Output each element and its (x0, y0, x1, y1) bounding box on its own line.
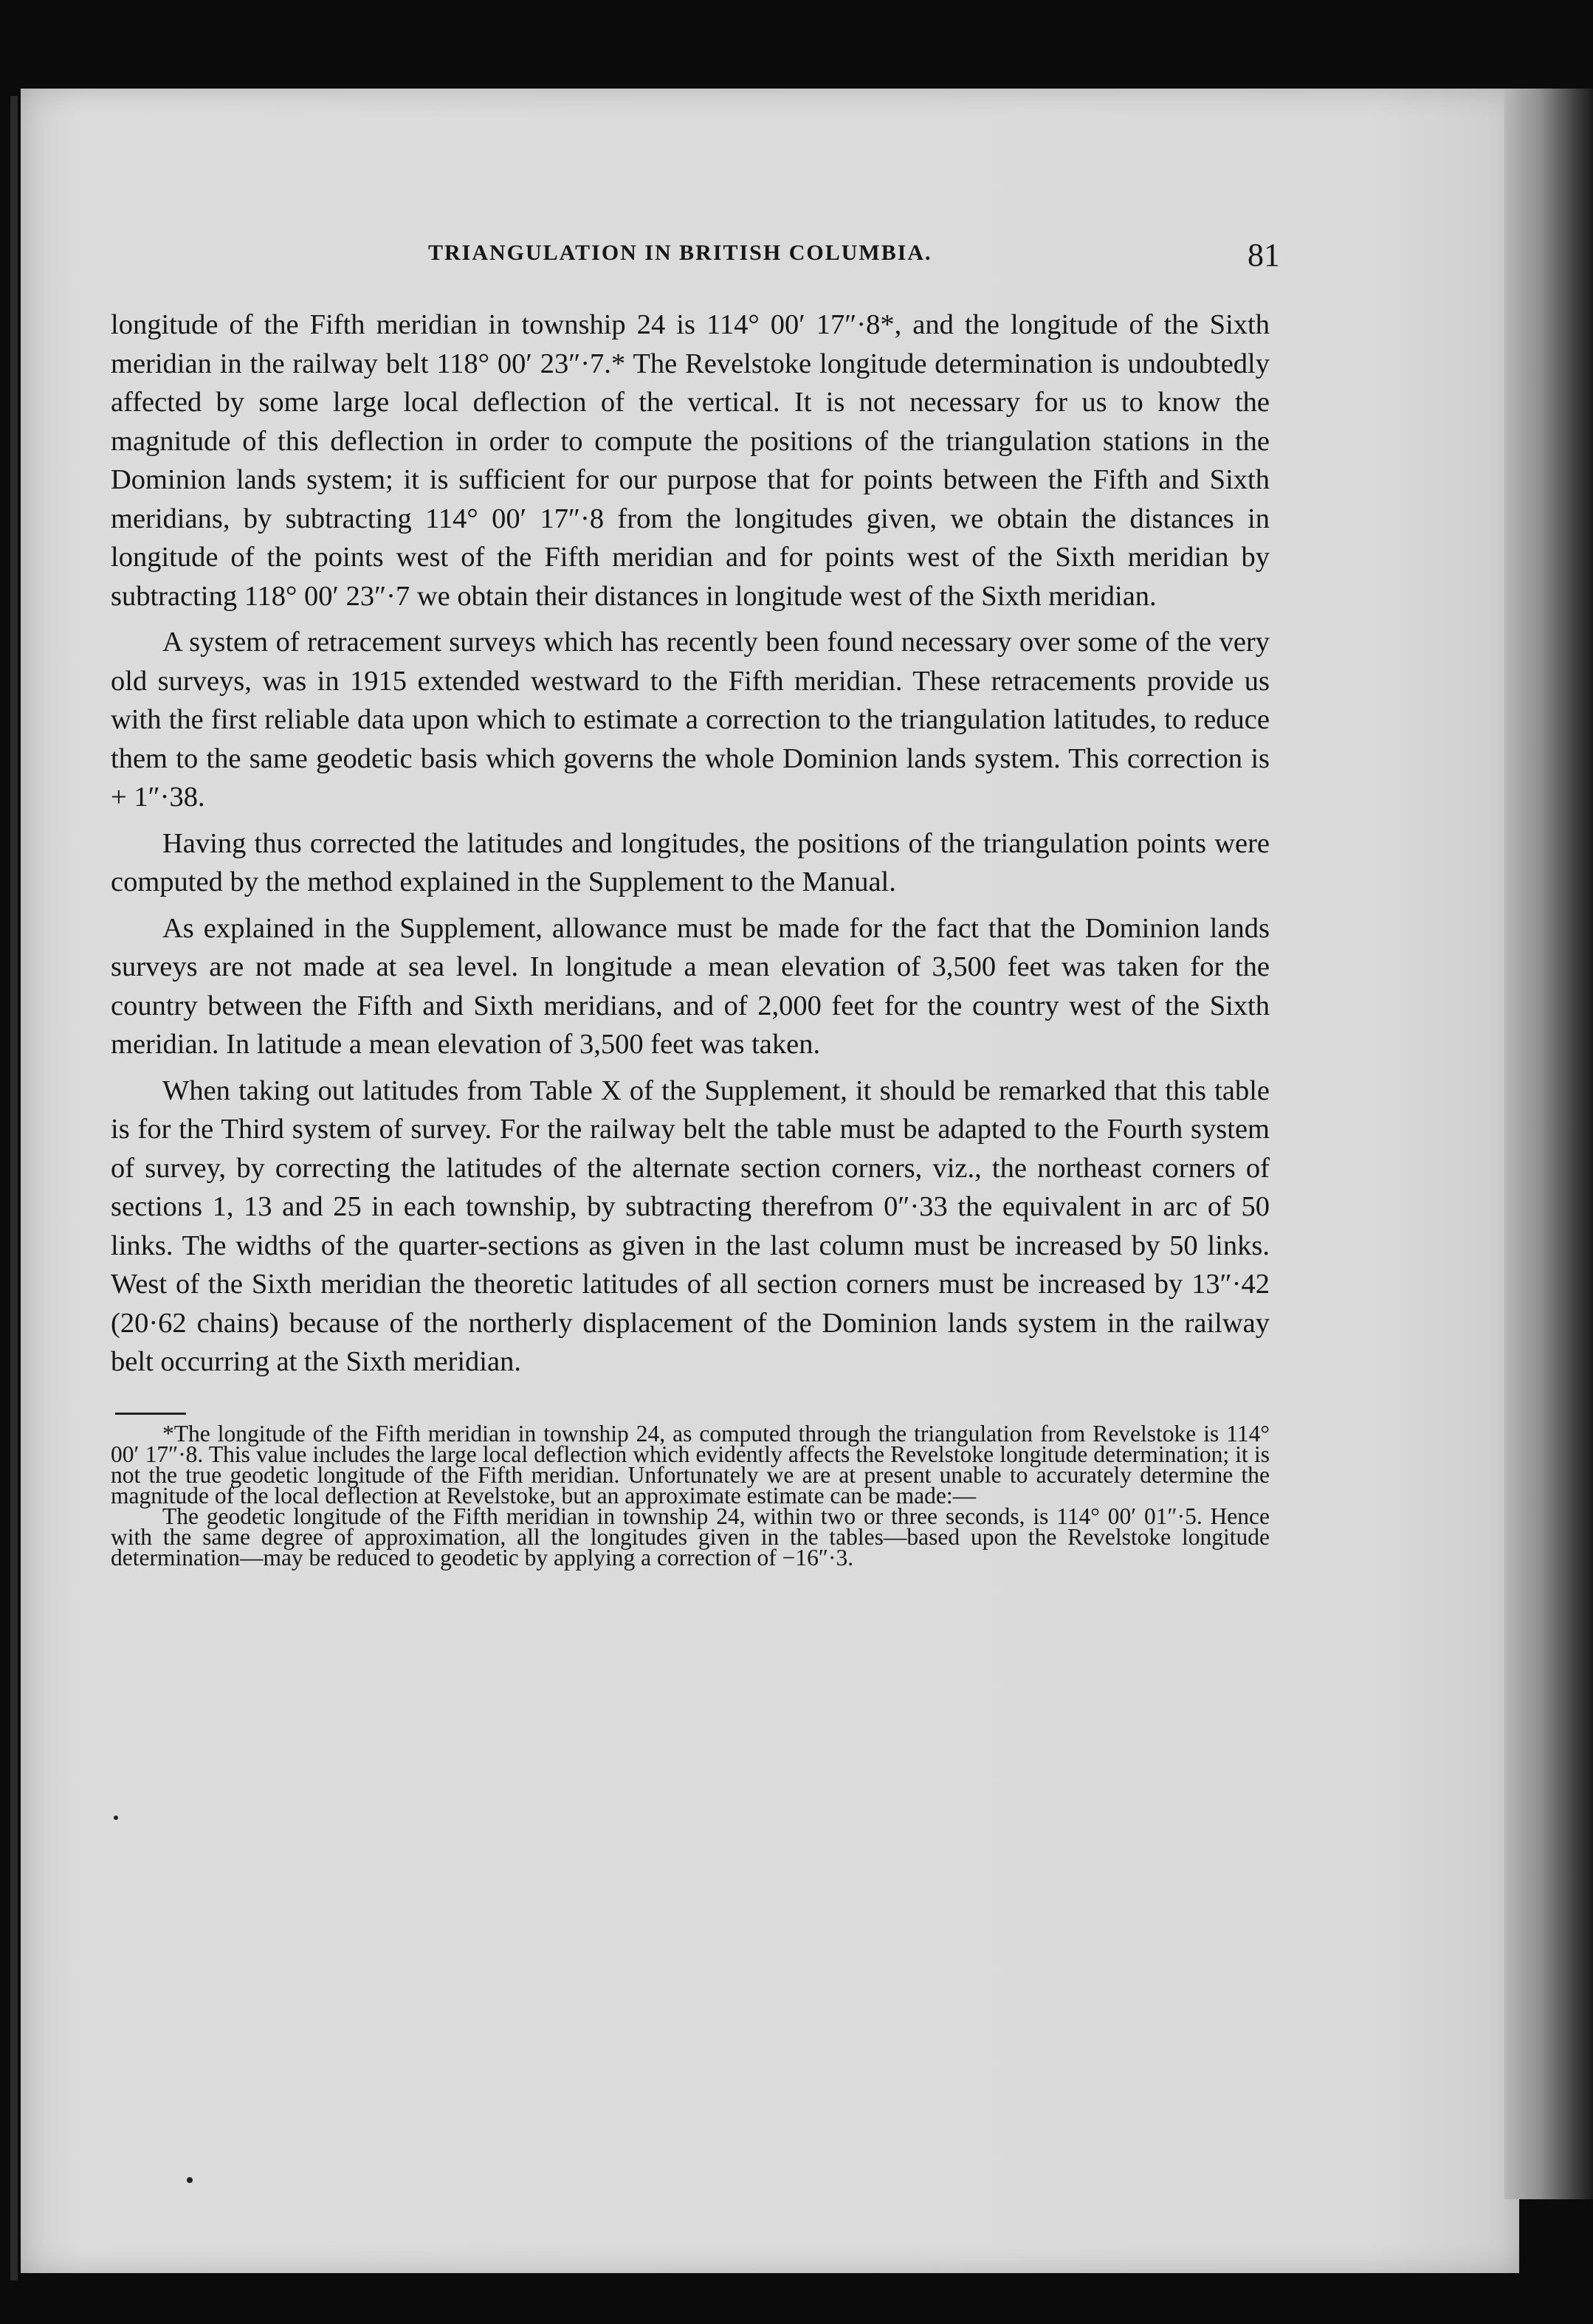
footnote-divider (115, 1413, 186, 1415)
footnote: *The longitude of the Fifth meridian in township 24, as computed through the triangulation from Revelstoke is 114° 00′ 17″·8. This value includes the large local deflection which evidently affects the Revelstoke longitude determination; it is not the true geodetic longitude of the Fifth meridian. Unfortunately we are at present unable to accurately determine the magnitude of the local deflection at Revelstoke, but an approximate estimate can be made:— (111, 1420, 1270, 1508)
paragraph: As explained in the Supplement, allowance must be made for the fact that the Dominion lands surveys are not made at sea level. In longitude a mean elevation of 3,500 feet was taken for the country between the Fifth and Sixth meridians, and of 2,000 feet for the country west of the Sixth meridian. In latitude a mean elevation of 3,500 feet was taken. (111, 912, 1270, 1060)
page-stack-edge (1504, 89, 1593, 2199)
page-content (111, 236, 1280, 1570)
page-number: 81 (1248, 237, 1280, 273)
footnotes (111, 1420, 1270, 1570)
footnote: The geodetic longitude of the Fifth meridian in township 24, within two or three seconds, is 114° 00′ 01″·5. Hence with the same degree of approximation, all the longitudes given in the tables—based upon the Revelstoke longitude determination—may be reduced to geodetic by applying a correction of −16″·3. (111, 1503, 1270, 1570)
paragraph: A system of retracement surveys which has recently been found necessary over some of the very old surveys, was in 1915 extended westward to the Fifth meridian. These retracements provide us with the first reliable data upon which to estimate a correction to the triangulation latitudes, to reduce them to the same geodetic basis which governs the whole Dominion lands system. This correction is + 1″·38. (111, 627, 1270, 813)
running-head (111, 236, 1280, 288)
paragraph: Having thus corrected the latitudes and longitudes, the positions of the triangulation points were computed by the method explained in the Supplement to the Manual. (111, 827, 1270, 897)
scan-speck (114, 1816, 118, 1820)
running-title: TRIANGULATION IN BRITISH COLUMBIA. (428, 241, 932, 265)
paragraph: longitude of the Fifth meridian in township 24 is 114° 00′ 17″·8*, and the longitude of the Sixth meridian in the railway belt 118° 00′ 23″·7.* The Revelstoke longitude determination is undoubtedly affected by some large local deflection of the vertical. It is not necessary for us to know the magnitude of this deflection in order to compute the positions of the triangulation stations in the Dominion lands system; it is sufficient for our purpose that for points between the Fifth and Sixth meridians, by subtracting 114° 00′ 17″·8 from the longitudes given, we obtain the distances in longitude of the points west of the Fifth meridian and for points west of the Sixth meridian by subtracting 118° 00′ 23″·7 we obtain their distances in longitude west of the Sixth meridian. (111, 309, 1270, 612)
page-binding-edge (10, 96, 18, 2280)
paragraph: When taking out latitudes from Table X of the Supplement, it should be remarked that this table is for the Third system of survey. For the railway belt the table must be adapted to the Fourth system of survey, by correcting the latitudes of the alternate section corners, viz., the northeast corners of sections 1, 13 and 25 in each township, by subtracting therefrom 0″·33 the equivalent in arc of 50 links. The widths of the quarter-sections as given in the last column must be increased by 50 links. West of the Sixth meridian the theoretic latitudes of all section corners must be increased by 13″·42 (20·62 chains) because of the northerly displacement of the Dominion lands system in the railway belt occurring at the Sixth meridian. (111, 1075, 1270, 1377)
scan-speck (187, 2177, 193, 2183)
body-text (111, 306, 1270, 1382)
